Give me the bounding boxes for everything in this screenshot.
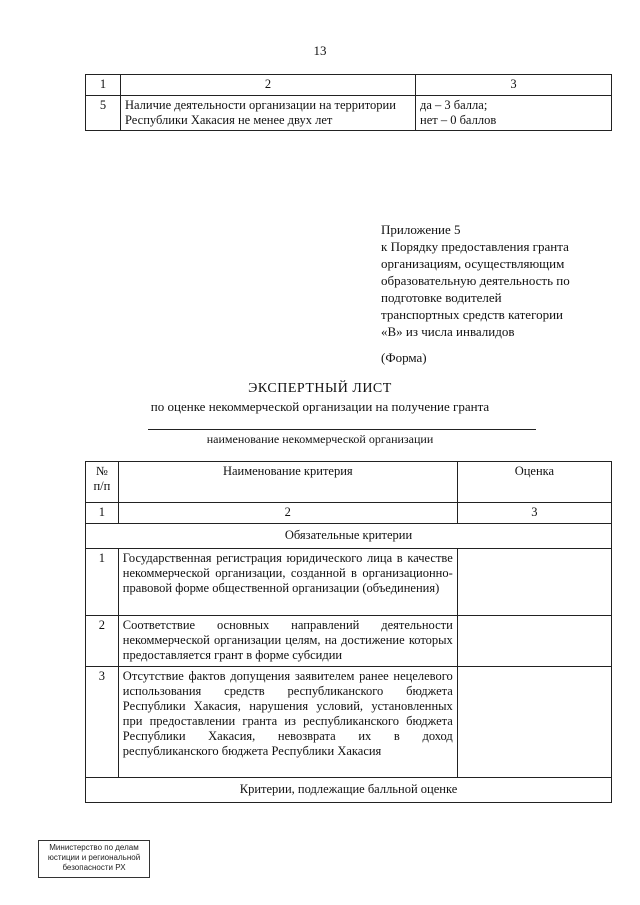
header-num: № п/п bbox=[86, 462, 119, 503]
header-name: Наименование критерия bbox=[118, 462, 457, 503]
row-number: 5 bbox=[86, 96, 121, 131]
section-mandatory-row bbox=[86, 524, 612, 549]
org-name-caption: наименование некоммерческой организации bbox=[206, 432, 434, 446]
col-number-3: 3 bbox=[457, 503, 611, 524]
column-numbers-row bbox=[86, 503, 612, 524]
section-scored-title: Критерии, подлежащие балльной оценке bbox=[86, 778, 612, 803]
criterion-text: Отсутствие фактов допущения заявителем ранее нецелевого использования средств республиканского бюджета Республики Хакасия, нарушения условий, установленных при предоставлении гранта из республиканского бюджета Республики Хакасия, невозврата их в доход республиканского бюджета Республики Хакасия bbox=[118, 667, 457, 778]
section-scored-row bbox=[86, 778, 612, 803]
table-row bbox=[86, 549, 612, 616]
continuation-table-header bbox=[86, 75, 612, 96]
table-row bbox=[86, 616, 612, 667]
stamp-line: безопасности РХ bbox=[62, 863, 126, 872]
form-label: (Форма) bbox=[381, 350, 427, 365]
continuation-table bbox=[85, 74, 612, 131]
header-score: Оценка bbox=[457, 462, 611, 503]
criterion-text: Государственная регистрация юридического лица в качестве некоммерческой организации, созданной в организационно-правовой форме общественной организации (объединения) bbox=[118, 549, 457, 616]
score-cell[interactable] bbox=[457, 549, 611, 616]
expert-table-header bbox=[86, 462, 612, 503]
appendix-line: к Порядку предоставления гранта bbox=[381, 239, 569, 254]
stamp-line: юстиции и региональной bbox=[47, 853, 141, 862]
appendix-line: «В» из числа инвалидов bbox=[381, 324, 515, 339]
score-cell bbox=[416, 96, 612, 131]
ministry-stamp bbox=[38, 840, 150, 878]
table-row bbox=[86, 667, 612, 778]
row-number: 2 bbox=[86, 616, 119, 667]
document-title: ЭКСПЕРТНЫЙ ЛИСТ bbox=[248, 381, 392, 396]
col-header-2: 2 bbox=[121, 75, 416, 96]
appendix-block bbox=[381, 221, 611, 340]
appendix-title: Приложение 5 bbox=[381, 222, 461, 237]
col-header-3: 3 bbox=[416, 75, 612, 96]
score-yes: да – 3 балла; bbox=[420, 98, 488, 112]
appendix-line: транспортных средств категории bbox=[381, 307, 563, 322]
col-header-1: 1 bbox=[86, 75, 121, 96]
criterion-text: Наличие деятельности организации на территории Республики Хакасия не менее двух лет bbox=[121, 96, 416, 131]
score-cell[interactable] bbox=[457, 616, 611, 667]
appendix-line: подготовке водителей bbox=[381, 290, 502, 305]
org-name-line bbox=[148, 429, 536, 430]
appendix-line: организациям, осуществляющим bbox=[381, 256, 565, 271]
page-number: 13 bbox=[313, 43, 327, 58]
row-number: 1 bbox=[86, 549, 119, 616]
expert-sheet-table bbox=[85, 461, 612, 803]
score-cell[interactable] bbox=[457, 667, 611, 778]
appendix-line: образовательную деятельность по bbox=[381, 273, 570, 288]
criterion-text: Соответствие основных направлений деятельности некоммерческой организации целям, на достижение которых предоставляется грант в форме субсидии bbox=[118, 616, 457, 667]
score-no: нет – 0 баллов bbox=[420, 113, 497, 127]
document-subtitle: по оценке некоммерческой организации на получение гранта bbox=[150, 399, 490, 414]
stamp-line: Министерство по делам bbox=[49, 843, 139, 852]
col-number-2: 2 bbox=[118, 503, 457, 524]
col-number-1: 1 bbox=[86, 503, 119, 524]
table-row bbox=[86, 96, 612, 131]
row-number: 3 bbox=[86, 667, 119, 778]
section-mandatory-title: Обязательные критерии bbox=[86, 524, 612, 549]
